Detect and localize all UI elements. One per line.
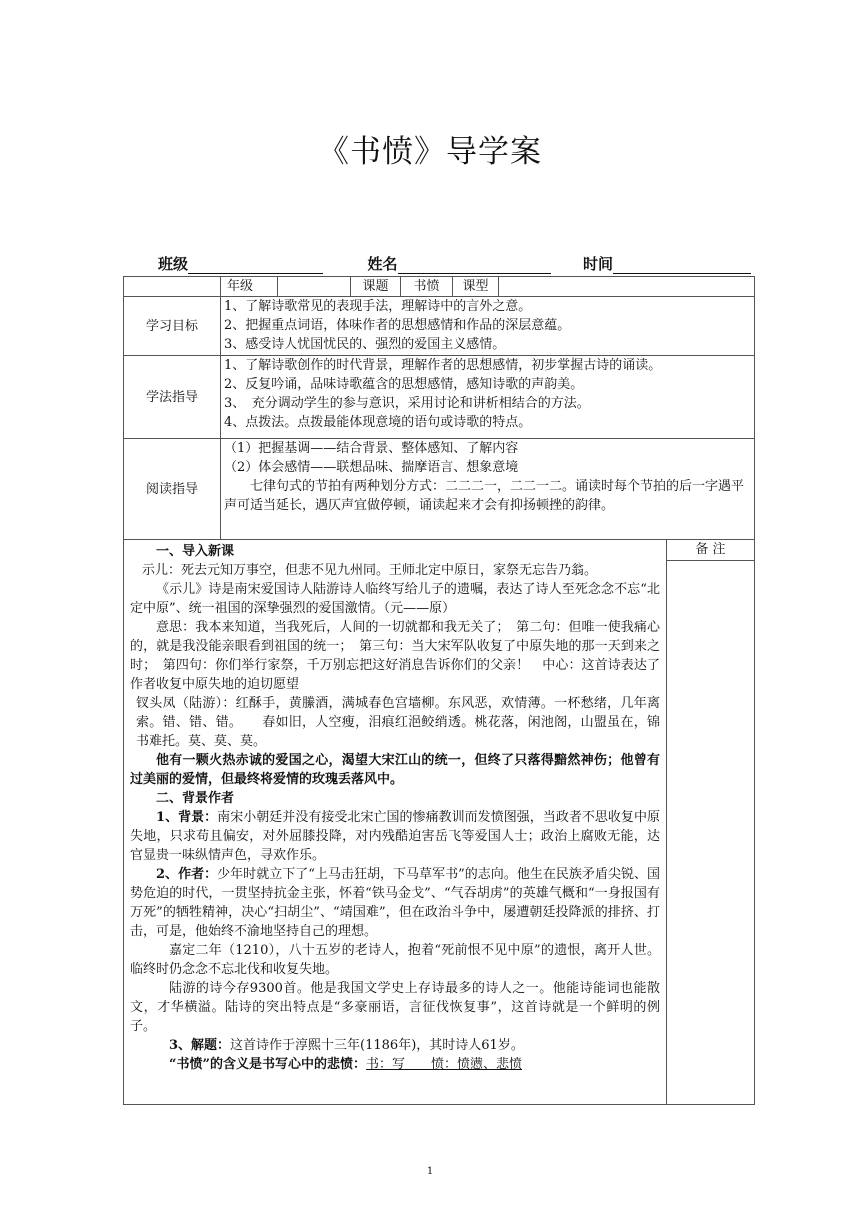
method-item: 2、反复吟诵，品味诗歌蕴含的思想感情，感知诗歌的声韵美。 — [224, 377, 584, 392]
background-para: 1、背景：南宋小朝廷并没有接受北宋亡国的惨痛教训而发愤图强，当政者不思收复中原失地，只求苟且偏安，对外屈膝投降，对内残酷迫害岳飞等爱国人士；政治上腐败无能，达官显贵一味纵情声色，寻欢作乐。 — [130, 810, 660, 863]
goals-label: 学习目标 — [124, 297, 221, 356]
page-title: 《书愤》导学案 — [318, 134, 542, 170]
goals-content — [221, 297, 755, 356]
grade-value[interactable] — [278, 277, 351, 297]
goals-row — [124, 297, 755, 356]
goal-item: 1、了解诗歌常见的表现手法，理解诗中的言外之意。 — [224, 299, 532, 314]
main-content — [124, 540, 667, 1105]
section-heading: 一、导入新课 — [156, 544, 235, 559]
time-label: 时间 — [582, 255, 613, 273]
student-info-line — [158, 253, 751, 274]
reading-item: （1）把握基调——结合背景、整体感知、了解内容 — [224, 441, 519, 456]
section-heading: 二、背景作者 — [156, 791, 235, 806]
summary-bold: 他有一颗火热赤诚的爱国之心，渴望大宋江山的统一，但终了只落得黯然神伤；他曾有过美丽的爱情，但最终将爱情的玫瑰丢落风中。 — [130, 753, 660, 787]
page-number: 1 — [426, 1166, 434, 1177]
class-blank[interactable] — [188, 257, 323, 274]
methods-label: 学法指导 — [124, 356, 221, 439]
poems-para: 陆游的诗今存9300首。他是我国文学史上存诗最多的诗人之一。他能诗能词也能散文，才华横溢。陆诗的突出特点是“多豪丽语，言征伐恢复事”，这首诗就是一个鲜明的例子。 — [130, 981, 660, 1034]
header-row — [124, 277, 755, 297]
grade-label: 年级 — [221, 277, 278, 297]
type-label: 课型 — [453, 277, 499, 297]
notes-label: 备 注 — [667, 540, 754, 561]
jiading-para: 嘉定二年（1210），八十五岁的老诗人，抱着“死前恨不见中原”的遗恨，离开人世。临终时仍念念不忘北伐和收复失地。 — [130, 943, 660, 977]
poem-intro: 《示儿》诗是南宋爱国诗人陆游诗人临终写给儿子的遗嘱，表达了诗人至死念念不忘“北定中原”、统一祖国的深挚强烈的爱国激情。（元——原） — [130, 582, 660, 616]
notes-column — [667, 540, 755, 1105]
topic-label: 课题 — [351, 277, 401, 297]
goal-item: 2、把握重点词语，体味作者的思想感情和作品的深层意蕴。 — [224, 318, 571, 333]
methods-row — [124, 356, 755, 439]
hanyi-para: “书愤”的含义是书写心中的悲愤：书：写 愤：愤懑、悲愤 — [169, 1057, 522, 1072]
method-item: 4、点拨法。点拨最能体现意境的语句或诗歌的特点。 — [224, 415, 532, 430]
name-label: 姓名 — [367, 255, 398, 273]
reading-item: （2）体会感情——联想品味、揣摩语言、想象意境 — [224, 460, 519, 475]
reading-row — [124, 439, 755, 540]
time-blank[interactable] — [613, 257, 751, 274]
reading-label: 阅读指导 — [124, 439, 221, 540]
name-blank[interactable] — [398, 257, 551, 274]
jieti-para: 3、解题：这首诗作于淳熙十三年(1186年)，其时诗人61岁。 — [169, 1038, 524, 1053]
poem-shier: 示儿：死去元知万事空，但悲不见九州同。王师北定中原日，家祭无忘告乃翁。 — [142, 563, 598, 578]
study-plan-table — [123, 276, 755, 1105]
reading-content — [221, 439, 755, 540]
poem-chaitoufeng: 钗头凤（陆游）：红酥手，黄縢酒，满城春色宫墙柳。东风恶，欢情薄。一杯愁绪，几年离索。错、错、错。 春如旧，人空瘦，泪痕红浥鲛绡透。桃花落，闲池阁，山盟虽在，锦书难托。莫、莫、莫。 — [136, 696, 660, 749]
content-row — [124, 540, 755, 1105]
topic-value: 书愤 — [401, 277, 453, 297]
type-value[interactable] — [499, 277, 755, 297]
reading-para: 七律句式的节拍有两种划分方式：二二二一，二二一二。诵读时每个节拍的后一字遇平声可适当延长，遇仄声宜做停顿，诵读起来才会有抑扬顿挫的韵律。 — [224, 479, 745, 513]
poem-meaning: 意思：我本来知道，当我死后，人间的一切就都和我无关了； 第二句：但唯一使我痛心的，就是我没能亲眼看到祖国的统一； 第三句：当大宋军队收复了中原失地的那一天到来之时； 第四句：你们举行家祭，千万别忘把这好消息告诉你们的父亲！ 中心：这首诗表达了作者收复中原失地的迫切愿望 — [130, 620, 660, 692]
methods-content — [221, 356, 755, 439]
class-label: 班级 — [158, 255, 189, 273]
author-para: 2、作者：少年时就立下了“上马击狂胡，下马草军书”的志向。他生在民族矛盾尖锐、国势危迫的时代，一贯坚持抗金主张，怀着“铁马金戈”、“气吞胡虏”的英雄气概和“一身报国有万死”的牺牲精神，决心“扫胡尘”、“靖国难”，但在政治斗争中，屡遭朝廷投降派的排挤、打击，可是，他始终不渝地坚持自己的理想。 — [130, 867, 661, 939]
method-item: 1、了解诗歌创作的时代背景，理解作者的思想感情，初步掌握古诗的诵读。 — [224, 358, 662, 373]
method-item: 3、 充分调动学生的参与意识，采用讨论和讲析相结合的方法。 — [224, 396, 590, 411]
goal-item: 3、感受诗人忧国忧民的、强烈的爱国主义感情。 — [224, 337, 506, 352]
